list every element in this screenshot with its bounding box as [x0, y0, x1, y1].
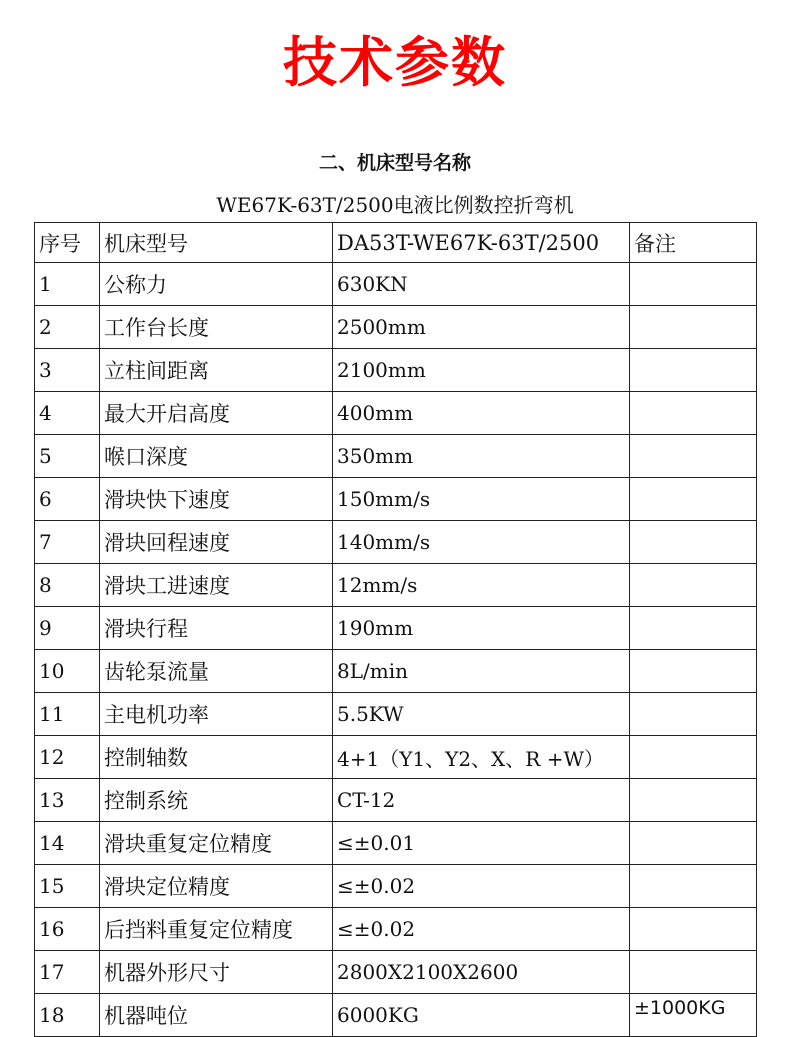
cell-item: 主电机功率: [100, 693, 333, 736]
table-row: [35, 822, 757, 865]
cell-note: [630, 349, 757, 392]
table-row: [35, 951, 757, 994]
table-row: [35, 521, 757, 564]
spec-table: [34, 222, 757, 1037]
cell-item: 滑块回程速度: [100, 521, 333, 564]
cell-value: ≤±0.02: [333, 908, 630, 951]
cell-value: 400mm: [333, 392, 630, 435]
table-row: [35, 263, 757, 306]
cell-item: 最大开启高度: [100, 392, 333, 435]
cell-item: 立柱间距离: [100, 349, 333, 392]
cell-note: [630, 392, 757, 435]
table-row: [35, 478, 757, 521]
cell-value: CT-12: [333, 779, 630, 822]
table-row: [35, 435, 757, 478]
cell-no: 16: [35, 908, 100, 951]
cell-item: 后挡料重复定位精度: [100, 908, 333, 951]
section-heading: 二、机床型号名称: [318, 152, 471, 174]
cell-value: ≤±0.02: [333, 865, 630, 908]
cell-note: [630, 306, 757, 349]
cell-note: ±1000KG: [630, 994, 757, 1037]
cell-value: 140mm/s: [333, 521, 630, 564]
cell-no: 18: [35, 994, 100, 1037]
cell-value: 8L/min: [333, 650, 630, 693]
cell-note: [630, 435, 757, 478]
cell-note: [630, 908, 757, 951]
table-row: [35, 908, 757, 951]
cell-note: [630, 607, 757, 650]
cell-item: 滑块行程: [100, 607, 333, 650]
table-row: [35, 564, 757, 607]
cell-value: 12mm/s: [333, 564, 630, 607]
cell-item: 齿轮泵流量: [100, 650, 333, 693]
cell-note: [630, 736, 757, 779]
cell-item: 机器吨位: [100, 994, 333, 1037]
cell-value: 5.5KW: [333, 693, 630, 736]
cell-note: [630, 650, 757, 693]
table-row: [35, 865, 757, 908]
cell-item: 机器外形尺寸: [100, 951, 333, 994]
cell-value: 190mm: [333, 607, 630, 650]
cell-item: 滑块重复定位精度: [100, 822, 333, 865]
table-row: [35, 994, 757, 1037]
cell-no: 15: [35, 865, 100, 908]
cell-value: 6000KG: [333, 994, 630, 1037]
cell-no: 14: [35, 822, 100, 865]
cell-item: 工作台长度: [100, 306, 333, 349]
table-row: [35, 736, 757, 779]
header-value: DA53T-WE67K-63T/2500: [333, 223, 630, 263]
model-name: WE67K-63T/2500电液比例数控折弯机: [216, 193, 574, 217]
table-row: [35, 306, 757, 349]
table-row: [35, 650, 757, 693]
cell-item: 喉口深度: [100, 435, 333, 478]
cell-no: 2: [35, 306, 100, 349]
table-row: [35, 392, 757, 435]
cell-no: 3: [35, 349, 100, 392]
cell-note: [630, 478, 757, 521]
cell-no: 17: [35, 951, 100, 994]
table-row: [35, 349, 757, 392]
cell-item: 滑块快下速度: [100, 478, 333, 521]
cell-value: 2500mm: [333, 306, 630, 349]
cell-note: [630, 779, 757, 822]
cell-item: 公称力: [100, 263, 333, 306]
cell-note: [630, 564, 757, 607]
cell-no: 6: [35, 478, 100, 521]
cell-no: 8: [35, 564, 100, 607]
cell-no: 13: [35, 779, 100, 822]
header-item: 机床型号: [100, 223, 333, 263]
cell-note: [630, 951, 757, 994]
cell-value: 630KN: [333, 263, 630, 306]
header-no: 序号: [35, 223, 100, 263]
cell-note: [630, 865, 757, 908]
table-row: [35, 693, 757, 736]
cell-note: [630, 521, 757, 564]
cell-item: 滑块定位精度: [100, 865, 333, 908]
page-title: 技术参数: [283, 31, 507, 94]
table-body: [35, 263, 757, 1037]
table-header-row: [35, 223, 757, 263]
cell-note: [630, 822, 757, 865]
cell-item: 控制系统: [100, 779, 333, 822]
cell-no: 11: [35, 693, 100, 736]
cell-note: [630, 693, 757, 736]
cell-no: 5: [35, 435, 100, 478]
cell-value: 2100mm: [333, 349, 630, 392]
cell-item: 控制轴数: [100, 736, 333, 779]
table-row: [35, 779, 757, 822]
cell-value: 4+1（Y1、Y2、X、R +W）: [333, 736, 630, 779]
cell-no: 1: [35, 263, 100, 306]
cell-value: 350mm: [333, 435, 630, 478]
cell-item: 滑块工进速度: [100, 564, 333, 607]
cell-value: 2800X2100X2600: [333, 951, 630, 994]
cell-no: 10: [35, 650, 100, 693]
cell-no: 9: [35, 607, 100, 650]
cell-no: 4: [35, 392, 100, 435]
cell-no: 12: [35, 736, 100, 779]
cell-value: 150mm/s: [333, 478, 630, 521]
header-note: 备注: [630, 223, 757, 263]
cell-no: 7: [35, 521, 100, 564]
cell-note: [630, 263, 757, 306]
cell-value: ≤±0.01: [333, 822, 630, 865]
table-row: [35, 607, 757, 650]
